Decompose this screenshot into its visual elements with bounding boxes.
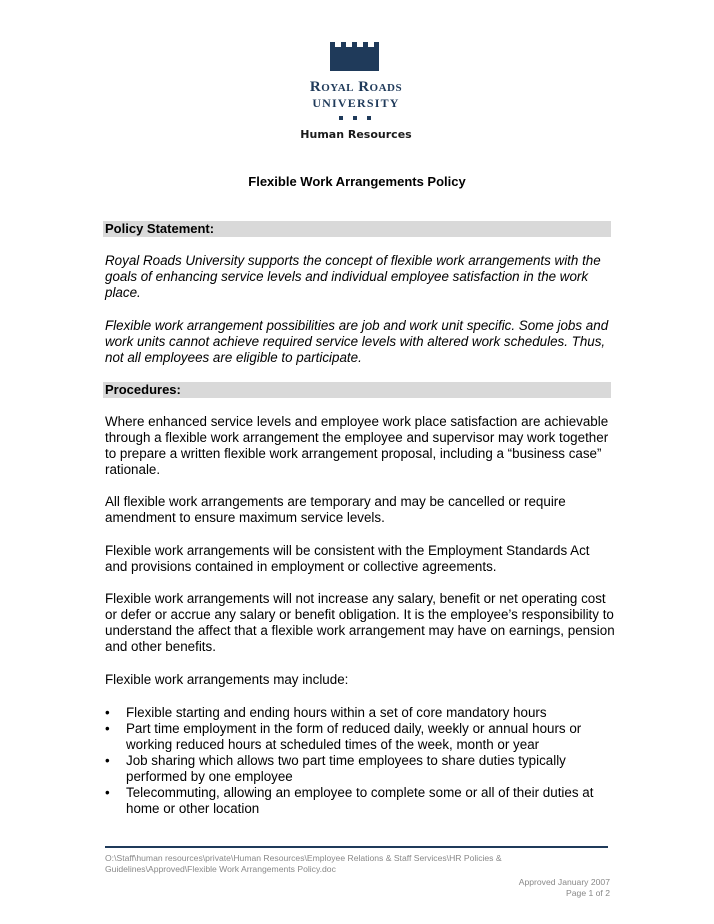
footer-divider bbox=[105, 846, 608, 848]
castle-icon bbox=[286, 40, 426, 144]
procedures-header bbox=[103, 382, 611, 398]
bullet-icon: • bbox=[105, 785, 110, 800]
footer-meta bbox=[519, 877, 610, 899]
policy-paragraph-2: Flexible work arrangement possibilities are job and work unit specific. Some jobs and work units cannot achieve required service levels with altered work schedules. Thus, not all employees are eligible to participate. bbox=[105, 318, 609, 365]
list-item bbox=[105, 705, 625, 721]
list-item-text: Part time employment in the form of reduced daily, weekly or annual hours or working reduced hours at scheduled times of the week, month or year bbox=[126, 721, 582, 752]
procedures-heading: Procedures: bbox=[105, 382, 181, 397]
policy-paragraph-1: Royal Roads University supports the concept of flexible work arrangements with the goals of enhancing service levels and individual employee satisfaction in the work place. bbox=[105, 253, 601, 300]
bullet-icon: • bbox=[105, 721, 110, 736]
approved-date: Approved January 2007 bbox=[518, 877, 610, 887]
logo-line1: Royal Roads bbox=[309, 79, 403, 95]
bullet-icon: • bbox=[105, 705, 110, 720]
procedures-paragraph-4: Flexible work arrangements will not increase any salary, benefit or net operating cost or defer or accrue any salary or benefit obligation. It is the employee’s responsibility to understand the affect that a flexible work arrangement may have on earnings, pension and other benefits. bbox=[105, 591, 615, 654]
logo-line3: Human Resources bbox=[300, 128, 412, 141]
list-item bbox=[105, 721, 625, 753]
document-title: Flexible Work Arrangements Policy bbox=[248, 174, 466, 189]
procedures-paragraph-2: All flexible work arrangements are temporary and may be cancelled or require amendment to ensure maximum service levels. bbox=[105, 494, 566, 525]
procedures-paragraph-5: Flexible work arrangements may include: bbox=[105, 672, 349, 687]
list-item-text: Flexible starting and ending hours within a set of core mandatory hours bbox=[126, 705, 547, 720]
list-item-text: Job sharing which allows two part time employees to share duties typically performed by one employee bbox=[126, 753, 566, 784]
policy-statement-heading: Policy Statement: bbox=[105, 221, 215, 236]
footer-file-path: O:\Staff\human resources\private\Human Resources\Employee Relations & Staff Services\HR Policies & Guidelines\Approved\Flexible Work Arrangements Policy.doc bbox=[105, 853, 502, 874]
procedures-paragraph-1: Where enhanced service levels and employee work place satisfaction are achievable through a flexible work arrangement the employee and supervisor may work together to prepare a written flexible work arrangement proposal, including a “business case” rationale. bbox=[105, 414, 609, 477]
policy-statement-header bbox=[103, 221, 611, 237]
list-item bbox=[105, 753, 625, 785]
university-logo bbox=[286, 40, 426, 144]
page-number: Page 1 of 2 bbox=[566, 888, 610, 898]
procedures-paragraph-3: Flexible work arrangements will be consistent with the Employment Standards Act and provisions contained in employment or collective agreements. bbox=[105, 543, 590, 574]
arrangement-types-list bbox=[105, 705, 625, 817]
list-item bbox=[105, 785, 625, 817]
list-item-text: Telecommuting, allowing an employee to complete some or all of their duties at home or other location bbox=[126, 785, 594, 816]
bullet-icon: • bbox=[105, 753, 110, 768]
logo-line2: UNIVERSITY bbox=[312, 96, 400, 110]
